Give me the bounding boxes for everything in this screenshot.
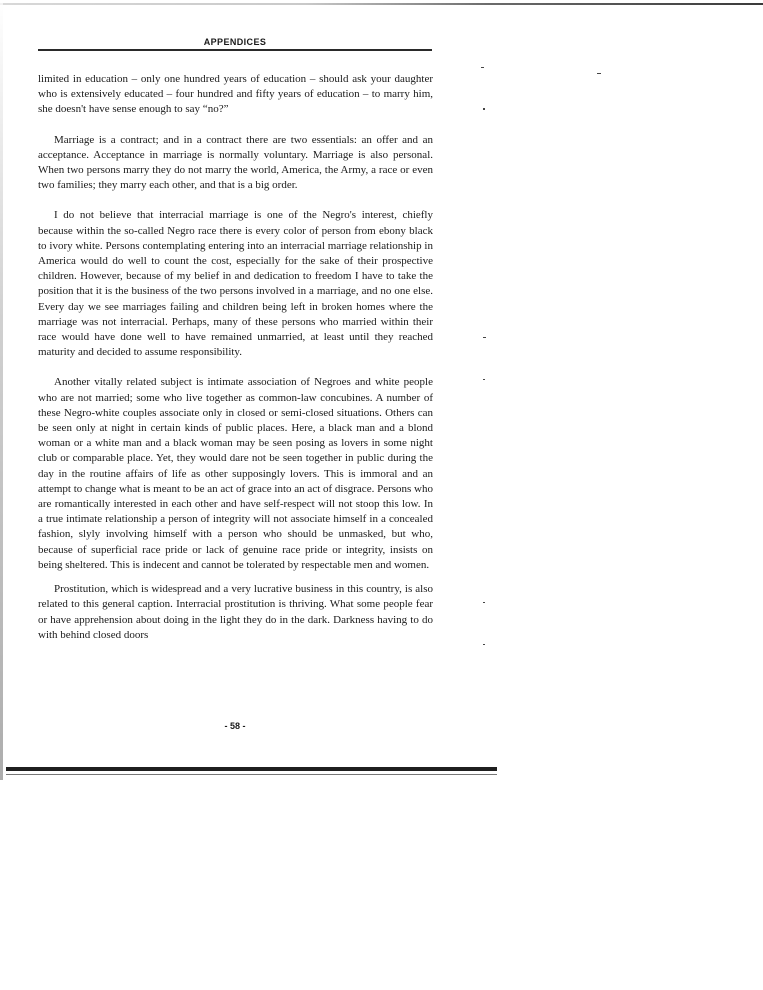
scan-speck [483, 379, 485, 380]
paragraph-marriage-contract: Marriage is a contract; and in a contract there are two essentials: an offer and an acceptance. Acceptance in marriage is normally voluntary. Marriage is also personal. When two persons marry they do not marry the world, America, the Army, a race or even two families; they marry each other, and that is a big order. [38, 133, 433, 192]
page-body [38, 72, 433, 643]
scan-speck [483, 108, 485, 110]
header-rule [38, 49, 432, 51]
page-number: - 58 - [224, 721, 246, 731]
paragraph-prostitution: Prostitution, which is widespread and a very lucrative business in this country, is also related to this general caption. Interracial prostitution is thriving. What some people fear or have apprehension about doing in the light they do in the dark. Darkness having to do with behind closed doors [38, 583, 433, 641]
running-header: APPENDICES [203, 37, 267, 47]
scan-top-edge [0, 3, 763, 5]
scan-speck [597, 73, 601, 74]
scan-left-edge [0, 0, 3, 780]
paragraph-continuation: limited in education – only one hundred years of education – should ask your daughter who is extensively educated – four hundred and fifty years of education – to marry him, she doesn't have sense enough to say “no?” [38, 73, 433, 116]
bottom-rule-shadow [6, 774, 497, 775]
bottom-rule [6, 767, 497, 771]
scan-speck [483, 644, 485, 645]
paragraph-interracial-marriage: I do not believe that interracial marriage is one of the Negro's interest, chiefly because within the so-called Negro race there is every color of person from ebony black to ivory white. Persons contemplating entering into an interracial marriage relationship in America would do well to count the cost, especially for the sake of their prospective children. However, because of my belief in and dedication to freedom I have to take the position that it is the business of the two persons involved in a marriage, and no one else. Every day we see marriages failing and children being left in broken homes where the marriage was not interracial. Perhaps, many of these persons who married within their race would have done well to have remained unmarried, at least until they reached maturity and decided to assume responsibility. [38, 209, 433, 359]
paragraph-intimate-association: Another vitally related subject is intimate association of Negroes and white people who are not married; some who live together as common-law concubines. A number of these Negro-white couples associate only in closed or semi-closed situations. Others can be seen only at night in certain kinds of public places. Here, a black man and a blond woman or a white man and a black woman may be seen posing as lovers in some night club or comparable place. Yet, they would dare not be seen together in public during the day in the routine affairs of life as other supposingly lovers. This is immoral and an attempt to change what is meant to be an act of grace into an act of disgrace. Persons who are romantically interested in each other and have self-respect will not stoop this low. In a true intimate relationship a person of integrity will not associate himself in a concealed fashion, slyly involving himself with a person who should be unmasked, but who, because of superficial race pride or lack of genuine race pride or integrity, insists on being sheltered. This is indecent and cannot be tolerated by respectable men and women. [38, 376, 433, 571]
scan-speck [483, 602, 485, 603]
scan-speck [481, 67, 484, 68]
scan-speck [483, 337, 486, 338]
